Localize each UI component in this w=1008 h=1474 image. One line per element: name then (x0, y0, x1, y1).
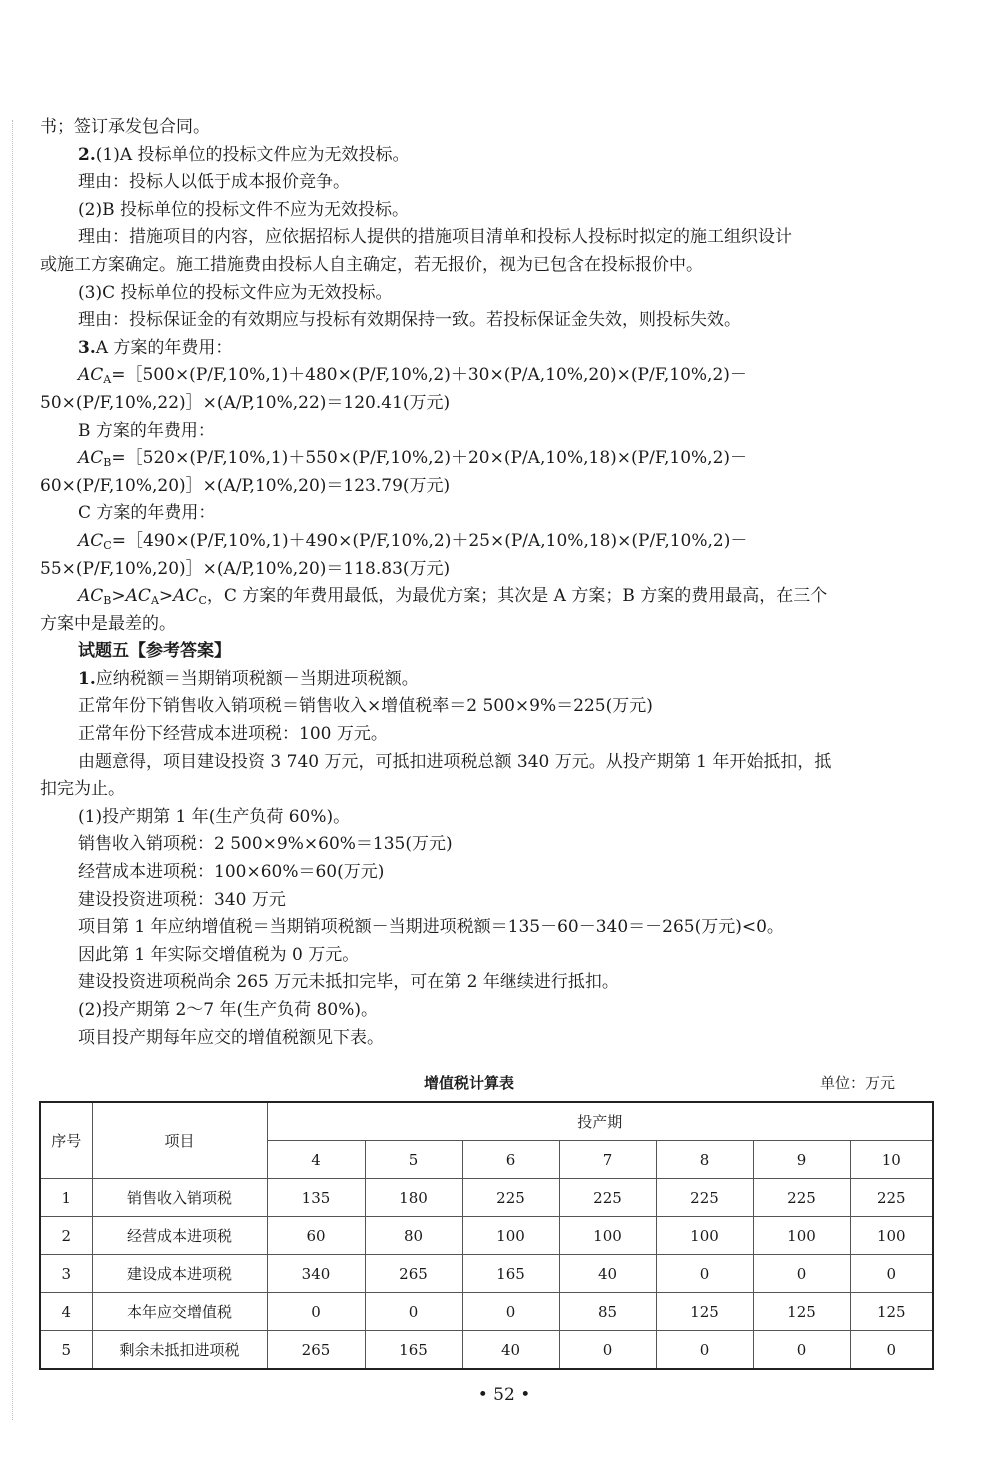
cell: 165 (365, 1331, 462, 1370)
cell: 135 (267, 1179, 365, 1217)
cell: 0 (365, 1293, 462, 1331)
cell: 125 (656, 1293, 753, 1331)
cell: 100 (850, 1217, 933, 1255)
comparison-line: $AC_B>AC_A>AC_C$，C 方案的年费用最低，为最优方案；其次是 A 方案；B 方案的费用最高，在三个 (78, 586, 828, 608)
table-row (40, 1217, 933, 1255)
cell: 265 (365, 1255, 462, 1293)
cell: 0 (753, 1331, 850, 1370)
line-q5-4: 由题意得，项目建设投资 3 740 万元，可抵扣进项税总额 340 万元。从投产期第 1 年开始抵扣，抵 (78, 751, 832, 772)
row-item: 本年应交增值税 (92, 1293, 267, 1331)
table-row (40, 1255, 933, 1293)
formula-a-line-1: $AC_A=[500\times(P/F,10\%,1)+480\times(P/F,10\%,2)+30\times(P/A,10\%,20)\times(P/F,10\%,2)-$ (78, 365, 747, 387)
row-item: 销售收入销项税 (92, 1179, 267, 1217)
section-heading: 试题五【参考答案】 (78, 641, 231, 662)
formula-c-line-2: 55×(P/F,10%,20)］×(A/P,10%,20)＝118.83(万元) (40, 558, 451, 579)
cell: 0 (462, 1293, 559, 1331)
row-seq: 5 (40, 1331, 92, 1370)
header-year: 7 (559, 1141, 656, 1179)
header-year: 9 (753, 1141, 850, 1179)
table-unit: 单位：万元 (820, 1074, 896, 1092)
cell: 0 (559, 1331, 656, 1370)
line-1: 书；签订承发包合同。 (40, 117, 210, 137)
header-year: 4 (267, 1141, 365, 1179)
cell: 80 (365, 1217, 462, 1255)
cell: 225 (656, 1179, 753, 1217)
cell: 180 (365, 1179, 462, 1217)
cell: 0 (850, 1331, 933, 1370)
row-item: 剩余未抵扣进项税 (92, 1331, 267, 1370)
item-number: 1. (78, 668, 96, 689)
table-caption (0, 1072, 1008, 1094)
line-7: (3)C 投标单位的投标文件应为无效投标。 (78, 282, 393, 303)
cell: 40 (462, 1331, 559, 1370)
line-q5-10: 项目第 1 年应纳增值税＝当期销项税额－当期进项税额＝135－60－340＝－265(万元)<0。 (78, 917, 784, 938)
cell: 0 (656, 1255, 753, 1293)
cell: 85 (559, 1293, 656, 1331)
cell: 225 (462, 1179, 559, 1217)
line-q5-3: 正常年份下经营成本进项税：100 万元。 (78, 724, 388, 745)
line-9: 3.A 方案的年费用： (78, 337, 233, 358)
item-number: 3. (78, 337, 96, 358)
cell: 100 (656, 1217, 753, 1255)
table-row (40, 1293, 933, 1331)
line-q5-7: 销售收入销项税：2 500×9%×60%＝135(万元) (78, 834, 453, 855)
margin-line (12, 120, 13, 1420)
line-q5-9: 建设投资进项税：340 万元 (78, 889, 286, 910)
formula-b-line-2: 60×(P/F,10%,20)］×(A/P,10%,20)＝123.79(万元) (40, 475, 451, 496)
line-q5-11: 因此第 1 年实际交增值税为 0 万元。 (78, 944, 360, 965)
cell: 0 (267, 1293, 365, 1331)
row-seq: 2 (40, 1217, 92, 1255)
cell: 125 (850, 1293, 933, 1331)
line-q5-2: 正常年份下销售收入销项税＝销售收入×增值税率＝2 500×9%＝225(万元) (78, 696, 653, 717)
cell: 0 (753, 1255, 850, 1293)
line-q5-8: 经营成本进项税：100×60%＝60(万元) (78, 862, 385, 883)
row-seq: 1 (40, 1179, 92, 1217)
line-c-heading: C 方案的年费用： (78, 503, 216, 524)
header-year: 8 (656, 1141, 753, 1179)
line-4: (2)B 投标单位的投标文件不应为无效投标。 (78, 199, 409, 220)
header-item: 项目 (92, 1102, 267, 1179)
cell: 100 (462, 1217, 559, 1255)
cell: 100 (753, 1217, 850, 1255)
header-seq: 序号 (40, 1102, 92, 1179)
header-year: 5 (365, 1141, 462, 1179)
row-seq: 3 (40, 1255, 92, 1293)
cell: 225 (559, 1179, 656, 1217)
line-b-heading: B 方案的年费用： (78, 420, 215, 441)
cell: 0 (850, 1255, 933, 1293)
header-year: 10 (850, 1141, 933, 1179)
line-3: 理由：投标人以低于成本报价竞争。 (78, 172, 350, 193)
line-5: 理由：措施项目的内容，应依据招标人提供的措施项目清单和投标人投标时拟定的施工组织设计 (78, 227, 792, 248)
line-8: 理由：投标保证金的有效期应与投标有效期保持一致。若投标保证金失效，则投标失效。 (78, 310, 741, 331)
header-year: 6 (462, 1141, 559, 1179)
page-number: • 52 • (477, 1385, 531, 1405)
line-q5-5: 扣完为止。 (40, 779, 125, 800)
table-title: 增值税计算表 (424, 1074, 515, 1092)
header-period: 投产期 (267, 1102, 933, 1141)
table-row (40, 1331, 933, 1370)
cell: 60 (267, 1217, 365, 1255)
table-header-row (40, 1102, 933, 1141)
line-2: 2.(1)A 投标单位的投标文件应为无效投标。 (78, 144, 410, 165)
cell: 340 (267, 1255, 365, 1293)
row-item: 建设成本进项税 (92, 1255, 267, 1293)
row-seq: 4 (40, 1293, 92, 1331)
cell: 40 (559, 1255, 656, 1293)
answer-text (40, 114, 940, 1052)
line-q5-1: 1.应纳税额＝当期销项税额－当期进项税额。 (78, 668, 419, 689)
formula-c-line-1: $AC_C=[490\times(P/F,10\%,1)+490\times(P/F,10\%,2)+25\times(P/A,10\%,18)\times(P/F,10\%,2)-$ (78, 530, 748, 552)
table-row (40, 1179, 933, 1217)
line-q5-14: 项目投产期每年应交的增值税额见下表。 (78, 1027, 384, 1048)
line-q5-12: 建设投资进项税尚余 265 万元未抵扣完毕，可在第 2 年继续进行抵扣。 (78, 972, 619, 993)
formula-b-line-1: $AC_B=[520\times(P/F,10\%,1)+550\times(P/F,10\%,2)+20\times(P/A,10\%,18)\times(P/F,10\%,2)-$ (78, 448, 748, 470)
cell: 225 (850, 1179, 933, 1217)
cell: 225 (753, 1179, 850, 1217)
cell: 100 (559, 1217, 656, 1255)
line-q5-6: (1)投产期第 1 年(生产负荷 60%)。 (78, 806, 351, 827)
line-q5-13: (2)投产期第 2～7 年(生产负荷 80%)。 (78, 1000, 378, 1020)
row-item: 经营成本进项税 (92, 1217, 267, 1255)
cell: 165 (462, 1255, 559, 1293)
formula-a-line-2: 50×(P/F,10%,22)］×(A/P,10%,22)＝120.41(万元) (40, 392, 451, 413)
cell: 125 (753, 1293, 850, 1331)
line-6: 或施工方案确定。施工措施费由投标人自主确定，若无报价，视为已包含在投标报价中。 (40, 254, 703, 275)
cell: 0 (656, 1331, 753, 1370)
vat-table (39, 1101, 934, 1370)
cell: 265 (267, 1331, 365, 1370)
item-number: 2. (78, 144, 96, 165)
line-conclusion: 方案中是最差的。 (40, 613, 176, 634)
